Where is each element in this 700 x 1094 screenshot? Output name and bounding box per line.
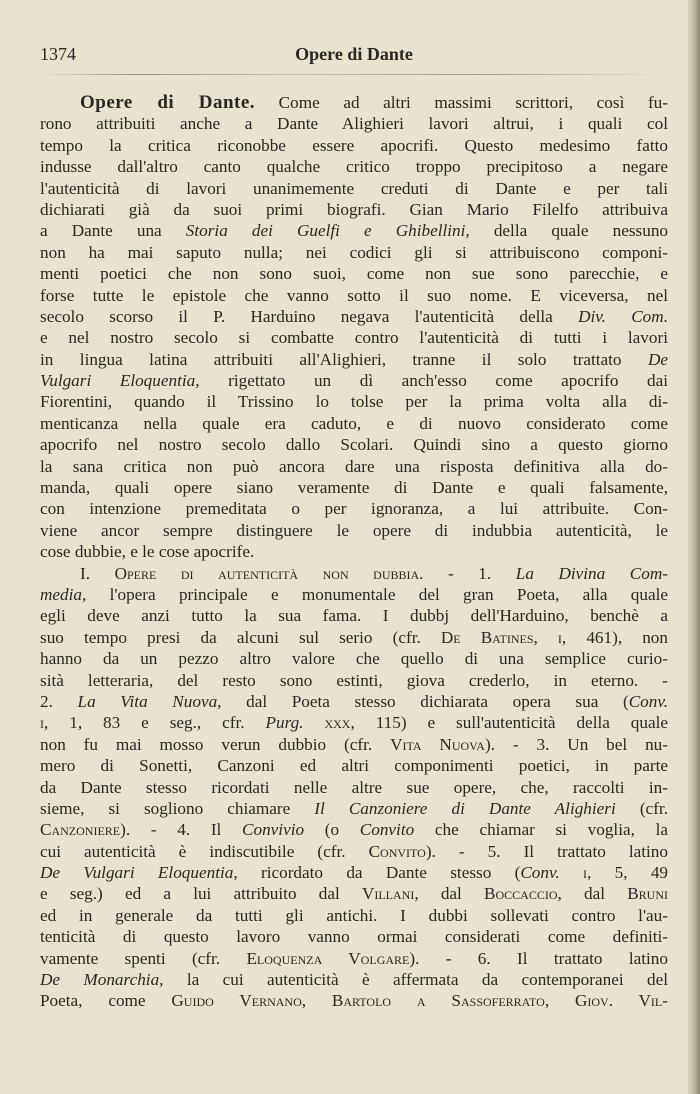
page-header	[40, 44, 668, 70]
text-segment: Poeta, come	[40, 991, 172, 1011]
text-segment: l'opera principale e monumentale del gran Poeta, alla quale	[86, 584, 668, 604]
text-segment: non fu mai mosso verun dubbio (cfr.	[40, 734, 391, 754]
small-caps-text: De Batines	[440, 627, 534, 647]
text-line	[40, 456, 668, 477]
small-caps-text: xxx	[324, 713, 351, 733]
text-line	[40, 819, 668, 840]
text-segment: dichiarati già da suoi primi biografi. Gian Mario Filelfo attribuiva	[40, 199, 668, 219]
text-segment	[304, 713, 325, 732]
text-segment	[560, 863, 583, 882]
text-segment: Come ad altri massimi scrittori, così fu-	[255, 93, 668, 112]
small-caps-text: Vita Nuova	[390, 734, 485, 754]
text-line	[40, 135, 668, 156]
text-line	[40, 92, 668, 113]
small-caps-text: i	[40, 713, 44, 733]
text-segment: in lingua latina attribuiti all'Alighieri, tranne il solo trattato	[40, 349, 648, 369]
text-segment: , 5, 49	[586, 863, 668, 883]
text-segment: sità letteraria, del resto sono estinti, giova crederlo, in eterno. -	[40, 670, 668, 690]
text-segment: apocrifo nel nostro secolo dallo Scolari. Quindi sino a questo giorno	[40, 435, 668, 455]
text-segment: la sana critica non può ancora dare una risposta definitiva alla do-	[40, 456, 668, 476]
text-line	[40, 199, 668, 220]
text-line	[40, 327, 668, 348]
text-segment: forse tutte le epistole che vanno sotto il suo nome. E viceversa, nel	[40, 285, 668, 305]
running-title: Opere di Dante	[295, 44, 413, 64]
text-segment: e seg.) ed a lui attribuito dal	[40, 884, 362, 904]
text-segment: che chiamar si voglia, la	[414, 820, 668, 840]
text-segment: (o	[304, 820, 360, 840]
small-caps-text: Opere di autenticità non dubbia.	[114, 563, 424, 583]
text-line	[40, 242, 668, 263]
small-caps-text: Convito	[368, 841, 426, 861]
text-line	[40, 862, 668, 883]
text-line	[40, 841, 668, 862]
text-line	[40, 734, 668, 755]
text-line	[40, 220, 668, 241]
italic-text: La Divina Com-	[515, 563, 668, 583]
text-line	[40, 434, 668, 455]
text-line	[40, 477, 668, 498]
text-segment: ,	[544, 991, 575, 1011]
text-segment: Fiorentini, quando il Trissino lo tolse per la prima volta alla di-	[40, 392, 668, 412]
text-segment: ricordato da Dante stesso (	[237, 863, 521, 883]
text-segment: ed in generale da tutti gli antichi. I dubbi sollevati contro l'au-	[40, 905, 668, 925]
italic-text: Convivio	[242, 820, 305, 840]
text-segment: 2.	[40, 691, 78, 711]
text-segment: tempo la critica riconobbe essere apocrifi. Questo medesimo fatto	[40, 135, 668, 155]
text-segment: la cui autenticità è affermata da contemporanei del	[163, 970, 668, 990]
text-segment: sieme, si sogliono chiamare	[40, 798, 315, 818]
text-segment: della quale nessuno	[469, 221, 668, 241]
small-caps-text: i	[557, 627, 562, 647]
small-caps-text: Bartolo a Sassoferrato	[331, 991, 545, 1011]
text-segment: suo tempo presi da alcuni sul serio (cfr.	[40, 627, 441, 647]
small-caps-text: Villani	[361, 884, 415, 904]
text-segment: ). - 3. Un bel nu-	[484, 734, 668, 754]
small-caps-text: Giov. Vil-	[574, 991, 668, 1011]
italic-text: Storia dei Guelfi e Ghibellini,	[185, 221, 470, 241]
entry-heading: Opere di Dante.	[80, 92, 256, 113]
text-segment: , 115) e sull'autenticità della quale	[350, 713, 668, 733]
text-line	[40, 605, 668, 626]
text-segment: - 1.	[423, 563, 516, 583]
text-line	[40, 306, 668, 327]
text-segment: , dal	[414, 884, 485, 904]
text-line	[40, 391, 668, 412]
text-segment: l'autenticità di lavori unanimemente creduti di Dante e per tali	[40, 178, 668, 198]
text-line	[40, 969, 668, 990]
text-segment: mero di Sonetti, Canzoni ed altri componimenti poetici, in parte	[40, 756, 668, 776]
text-line	[40, 627, 668, 648]
text-segment: viene ancor sempre distinguere le opere di indubbia autenticità, le	[40, 520, 668, 540]
text-line	[40, 670, 668, 691]
text-segment: ). - 6. Il trattato latino	[409, 948, 668, 968]
italic-text: media,	[40, 584, 87, 604]
italic-text: Conv.	[520, 863, 560, 883]
italic-text: Div. Com.	[578, 306, 668, 326]
text-line	[40, 712, 668, 733]
text-line	[40, 349, 668, 370]
text-line	[40, 285, 668, 306]
text-segment: secolo scorso il P. Harduino negava l'autenticità della	[40, 306, 579, 326]
small-caps-text: Guido Vernano	[171, 991, 302, 1011]
text-segment: menticanza nella quale era caduto, e di nuovo considerato come	[40, 413, 668, 433]
text-line	[40, 413, 668, 434]
text-segment: rono attribuiti anche a Dante Alighieri lavori altrui, i quali col	[40, 114, 668, 134]
text-segment: dal Poeta stesso dichiarata opera sua (	[221, 691, 629, 711]
text-segment: rigettato un dì anch'esso come apocrifo dai	[199, 371, 668, 391]
text-segment: , dal	[557, 884, 628, 904]
text-line	[40, 370, 668, 391]
text-segment: indusse dall'altro canto qualche critico troppo precipitoso a negare	[40, 157, 668, 177]
text-segment: con intenzione premeditata o per ignoranza, a lui attribuite. Con-	[40, 499, 668, 519]
page-number: 1374	[40, 44, 76, 64]
header-rule	[40, 74, 668, 75]
text-line	[40, 905, 668, 926]
text-line	[40, 798, 668, 819]
italic-text: De Vulgari Eloquentia,	[40, 863, 238, 883]
page-edge-shadow	[688, 0, 700, 1094]
text-segment: I.	[80, 563, 115, 583]
text-line	[40, 520, 668, 541]
text-line	[40, 926, 668, 947]
text-line	[40, 563, 668, 584]
text-line	[40, 990, 668, 1011]
text-line	[40, 948, 668, 969]
text-segment: , 1, 83 e seg., cfr.	[44, 713, 266, 733]
text-line	[40, 755, 668, 776]
text-segment: menti poetici che non sono suoi, come non sue sono parecchie, e	[40, 264, 668, 284]
text-segment: cui autenticità è indiscutibile (cfr.	[40, 841, 369, 861]
text-line	[40, 541, 668, 562]
text-line	[40, 584, 668, 605]
text-line	[40, 113, 668, 134]
text-line	[40, 498, 668, 519]
text-segment: ,	[301, 991, 332, 1011]
italic-text: Convito	[359, 820, 415, 840]
text-line	[40, 691, 668, 712]
italic-text: De Monarchia,	[40, 970, 164, 990]
text-line	[40, 883, 668, 904]
text-segment: a Dante una	[40, 221, 186, 241]
text-line	[40, 156, 668, 177]
italic-text: La Vita Nuova,	[77, 691, 222, 711]
text-segment: ). - 5. Il trattato latino	[425, 841, 668, 861]
italic-text: Purg.	[265, 713, 304, 733]
small-caps-text: Canzoniere	[40, 820, 121, 840]
body-text	[40, 92, 668, 1012]
text-segment: e nel nostro secolo si combatte contro l'autenticità di tutti i lavori	[40, 328, 668, 348]
text-line	[40, 777, 668, 798]
text-segment: hanno da un pezzo altro valore che quello di una semplice curio-	[40, 649, 668, 669]
text-segment: cose dubbie, e le cose apocrife.	[40, 542, 255, 562]
text-line	[40, 263, 668, 284]
text-segment: da Dante stesso ricordati nelle altre sue opere, che, raccolti in-	[40, 777, 668, 797]
italic-text: De	[647, 349, 668, 369]
small-caps-text: i	[582, 863, 587, 883]
text-line	[40, 648, 668, 669]
italic-text: Conv.	[628, 691, 668, 711]
text-segment: , 461), non	[561, 627, 668, 647]
text-segment: (cfr.	[615, 798, 668, 818]
text-segment: manda, quali opere siano veramente di Dante e quali falsamente,	[40, 478, 668, 498]
text-segment: ). - 4. Il	[120, 820, 243, 840]
text-segment: tenticità di questo lavoro vanno ormai considerati come definiti-	[40, 927, 668, 947]
small-caps-text: Boccaccio	[484, 884, 558, 904]
small-caps-text: Eloquenza Volgare	[246, 948, 410, 968]
text-segment: ,	[533, 627, 558, 647]
text-segment: vamente spenti (cfr.	[40, 948, 247, 968]
text-line	[40, 178, 668, 199]
italic-text: Vulgari Eloquentia,	[40, 371, 200, 391]
small-caps-text: Bruni	[627, 884, 668, 904]
text-segment: non ha mai saputo nulla; nei codici gli si attribuiscono componi-	[40, 242, 668, 262]
text-segment: egli deve anzi tutto la sua fama. I dubbj dell'Harduino, benchè a	[40, 606, 668, 626]
italic-text: Il Canzoniere di Dante Alighieri	[314, 798, 616, 818]
